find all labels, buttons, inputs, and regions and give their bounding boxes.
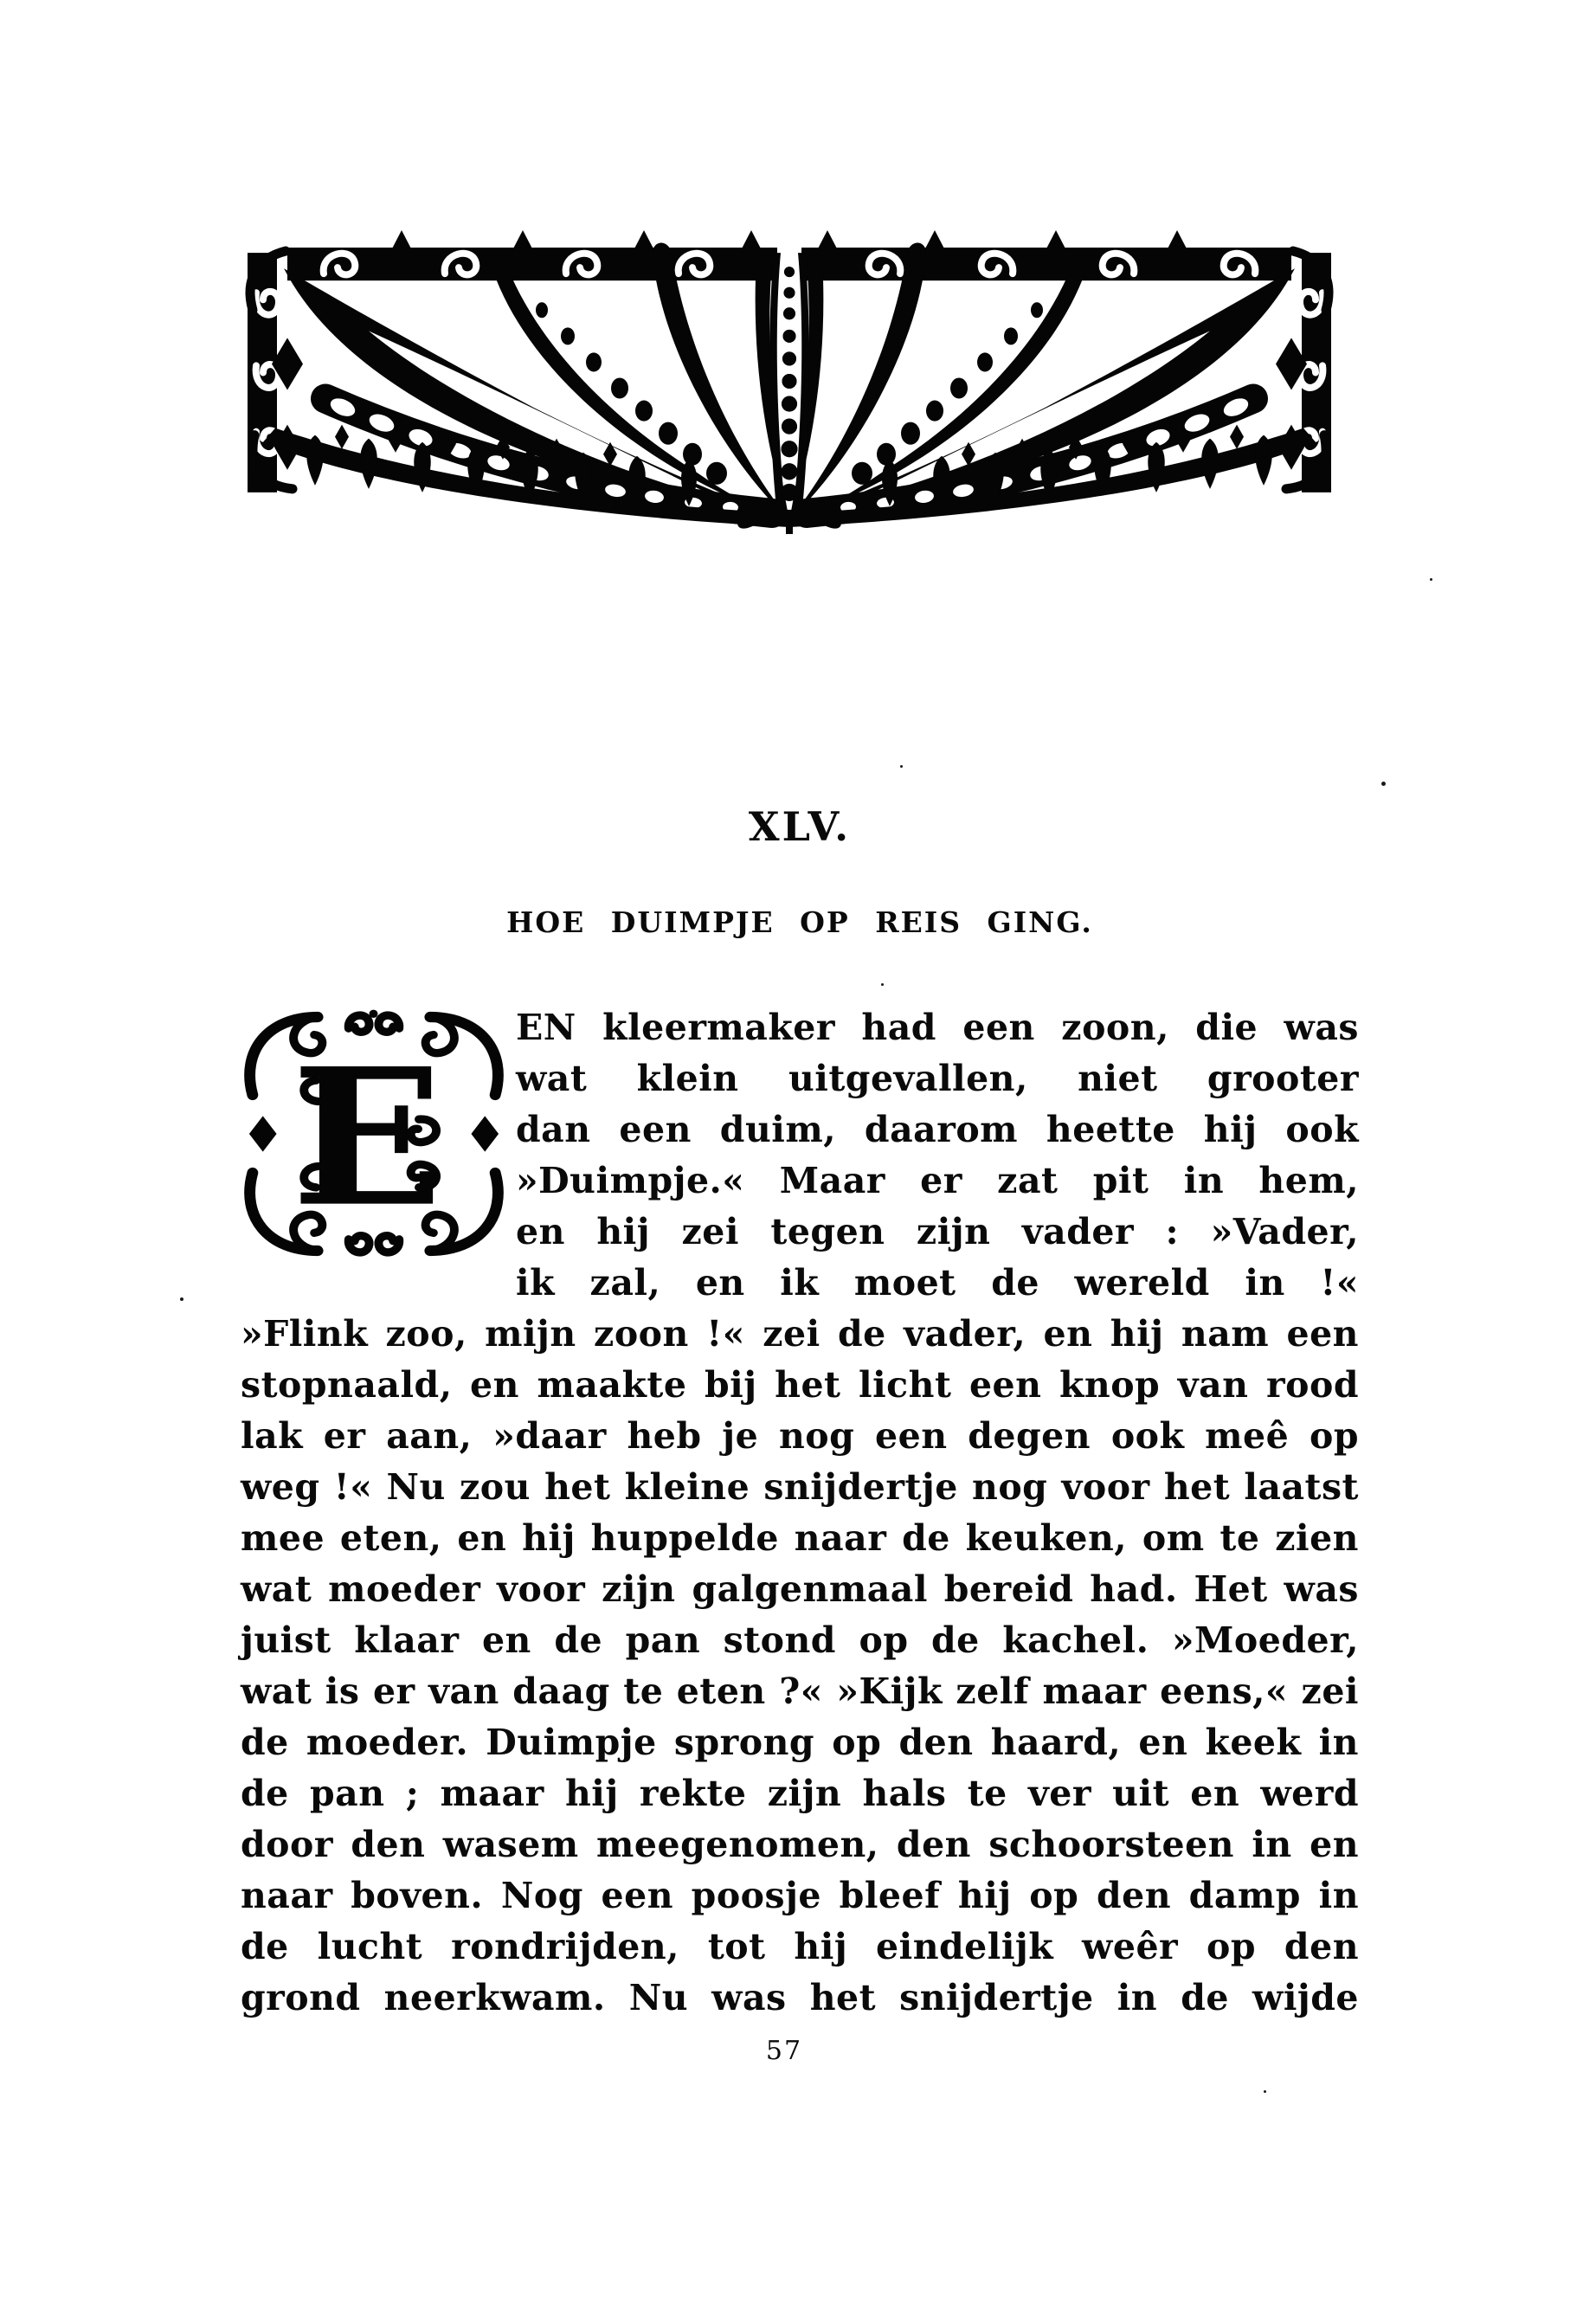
body-text-line: de moeder. Duimpje sprong op den haard, en keek in <box>241 1722 1359 1763</box>
scan-speck <box>900 765 903 768</box>
scan-speck <box>180 1297 183 1301</box>
palmette-ornament-icon <box>239 227 1340 537</box>
body-text-line: mee eten, en hij huppelde naar de keuken, om te zien <box>241 1517 1359 1559</box>
body-text-line: »Flink zoo, mijn zoon !« zei de vader, en hij nam een <box>241 1313 1359 1355</box>
scan-speck <box>881 983 884 986</box>
chapter-title: HOE DUIMPJE OP REIS GING. <box>506 905 1093 939</box>
body-text-line: stopnaald, en maakte bij het licht een knop van rood <box>241 1364 1359 1406</box>
body-text-line: door den wasem meegenomen, den schoorsteen in en <box>241 1824 1359 1865</box>
body-text-line: wat moeder voor zijn galgenmaal bereid had. Het was <box>241 1568 1359 1610</box>
body-text-line: weg !« Nu zou het kleine snijdertje nog voor het laatst <box>241 1466 1359 1508</box>
chapter-number: XLV. <box>748 803 852 850</box>
body-text-line: lak er aan, »daar heb je nog een degen ook meê op <box>241 1415 1359 1457</box>
body-text-line: EN kleermaker had een zoon, die was <box>516 1007 1359 1048</box>
body-text-line: dan een duim, daarom heette hij ook <box>516 1109 1359 1150</box>
drop-cap-letter: E <box>291 1027 444 1249</box>
body-text-line: ik zal, en ik moet de wereld in !« <box>516 1262 1359 1304</box>
scan-speck <box>1381 782 1386 786</box>
body-text-line: juist klaar en de pan stond op de kachel. »Moeder, <box>241 1619 1359 1661</box>
body-text <box>241 1002 1359 2024</box>
body-text-line: wat is er van daag te eten ?« »Kijk zelf maar eens,« zei <box>241 1670 1359 1712</box>
body-text-line: grond neerkwam. Nu was het snijdertje in de wijde <box>241 1977 1359 2018</box>
body-text-line: naar boven. Nog een poosje bleef hij op den damp in <box>241 1875 1359 1916</box>
body-text-line: en hij zei tegen zijn vader : »Vader, <box>516 1211 1359 1252</box>
body-text-line: de pan ; maar hij rekte zijn hals te ver uit en werd <box>241 1773 1359 1814</box>
body-text-line: de lucht rondrijden, tot hij eindelijk weêr op den <box>241 1926 1359 1967</box>
body-text-line: wat klein uitgevallen, niet grooter <box>516 1058 1359 1099</box>
body-text-line: »Duimpje.« Maar er zat pit in hem, <box>516 1160 1359 1201</box>
page-number: 57 <box>765 2036 803 2066</box>
scan-speck <box>1264 2090 1266 2093</box>
drop-cap-initial <box>239 1004 509 1264</box>
scan-speck <box>1430 578 1432 581</box>
